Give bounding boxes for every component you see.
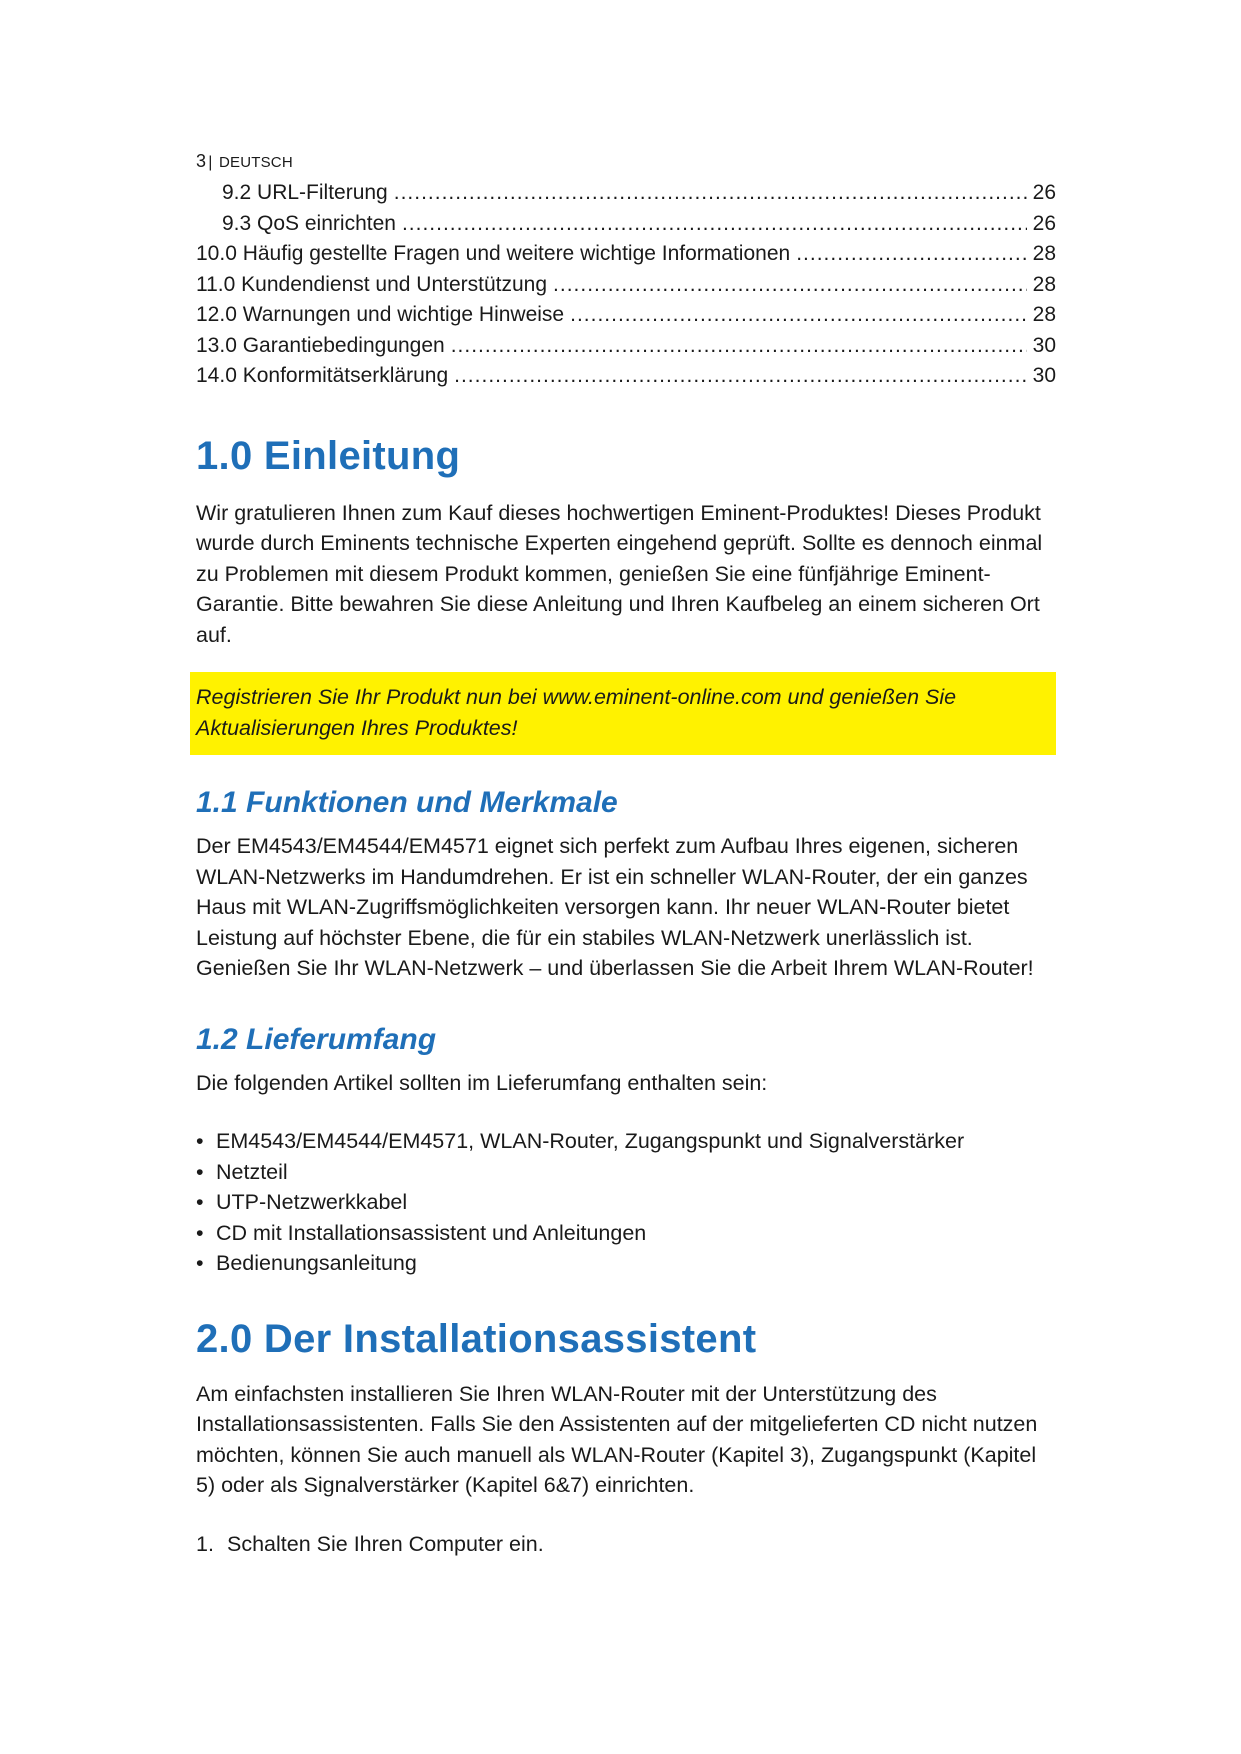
installation-steps (196, 1529, 1056, 1560)
package-intro: Die folgenden Artikel sollten im Lieferumfang enthalten sein: (196, 1070, 768, 1095)
toc-entry[interactable] (196, 331, 1056, 362)
toc-entry-page: 26 (1032, 211, 1056, 235)
step-item (196, 1529, 1056, 1560)
wizard-paragraph: Am einfachsten installieren Sie Ihren WLAN-Router mit der Unterstützung des Installationsassistenten. Falls Sie den Assistenten auf der mitgelieferten CD nicht nutzen möchten, können Sie auch manuell als WLAN-Router (Kapitel 3), Zugangspunkt (Kapitel 5) oder als Signalverstärker (Kapitel 6&7) einrichten. (196, 1381, 1038, 1497)
page-number: 3 (196, 151, 207, 171)
toc-entry-label: 9.3 QoS einrichten (222, 211, 396, 235)
toc-entry-label: 12.0 Warnungen und wichtige Hinweise (196, 303, 565, 326)
list-item: • CD mit Installationsassistent und Anleitungen (196, 1218, 1056, 1249)
toc-entry-page: 30 (1032, 364, 1056, 387)
toc-entry[interactable] (196, 270, 1056, 301)
section-heading-lieferumfang: 1.2 Lieferumfang (196, 1022, 437, 1056)
section-heading-einleitung: 1.0 Einleitung (196, 433, 461, 478)
list-item: • Bedienungsanleitung (196, 1248, 1056, 1279)
header-separator: | (208, 154, 213, 171)
step-text: Schalten Sie Ihren Computer ein. (227, 1531, 544, 1556)
toc-entry[interactable] (196, 361, 1056, 392)
toc-leader-dots (570, 300, 1027, 331)
section-heading-funktionen: 1.1 Funktionen und Merkmale (196, 786, 618, 819)
toc-entry[interactable] (196, 178, 1056, 209)
toc-leader-dots (553, 270, 1027, 301)
toc-entry[interactable] (196, 239, 1056, 270)
toc-leader-dots (454, 361, 1027, 392)
toc-entry-label: 9.2 URL-Filterung (222, 181, 388, 204)
section-heading-installationsassistent: 2.0 Der Installationsassistent (196, 1316, 757, 1361)
page-header (196, 150, 1056, 172)
toc-entry-page: 26 (1032, 181, 1056, 204)
toc-entry-page: 30 (1032, 333, 1056, 357)
step-number: 1. (196, 1531, 214, 1556)
toc-entry-page: 28 (1032, 242, 1056, 265)
toc-leader-dots (451, 331, 1027, 362)
table-of-contents (196, 178, 1056, 392)
toc-entry-label: 13.0 Garantiebedingungen (196, 333, 445, 357)
toc-leader-dots (402, 209, 1027, 240)
toc-entry-label: 11.0 Kundendienst und Unterstützung (196, 272, 548, 296)
list-item: • EM4543/EM4544/EM4571, WLAN-Router, Zugangspunkt und Signalverstärker (196, 1126, 1056, 1157)
package-contents-list (196, 1126, 1056, 1279)
toc-entry-page: 28 (1032, 303, 1056, 326)
intro-paragraph: Wir gratulieren Ihnen zum Kauf dieses hochwertigen Eminent-Produktes! Dieses Produkt wurde durch Eminents technische Experten eingehend geprüft. Sollte es dennoch einmal zu Problemen mit diesem Produkt kommen, genießen Sie eine fünfjährige Eminent-Garantie. Bitte bewahren Sie diese Anleitung und Ihren Kaufbeleg an einem sicheren Ort auf. (196, 500, 1043, 647)
toc-leader-dots (796, 239, 1026, 270)
list-item: • UTP-Netzwerkkabel (196, 1187, 1056, 1218)
toc-entry-page: 28 (1032, 272, 1056, 296)
toc-entry[interactable] (196, 209, 1056, 240)
toc-entry-label: 14.0 Konformitätserklärung (196, 364, 449, 387)
toc-leader-dots (394, 178, 1027, 209)
toc-entry-label: 10.0 Häufig gestellte Fragen und weitere wichtige Informationen (196, 242, 791, 265)
features-paragraph: Der EM4543/EM4544/EM4571 eignet sich perfekt zum Aufbau Ihres eigenen, sicheren WLAN-Netzwerks im Handumdrehen. Er ist ein schneller WLAN-Router, der ein ganzes Haus mit WLAN-Zugriffsmöglichkeiten versorgen kann. Ihr neuer WLAN-Router bietet Leistung auf höchster Ebene, die für ein stabiles WLAN-Netzwerk unerlässlich ist. Genießen Sie Ihr WLAN-Netzwerk – und überlassen Sie die Arbeit Ihrem WLAN-Router! (196, 834, 1034, 980)
list-item: • Netzteil (196, 1157, 1056, 1188)
toc-entry[interactable] (196, 300, 1056, 331)
document-page (196, 150, 1056, 1559)
header-language: DEUTSCH (218, 154, 293, 171)
registration-highlight: Registrieren Sie Ihr Produkt nun bei www.eminent-online.com und genießen Sie Aktualisierungen Ihres Produktes! (190, 672, 1056, 755)
